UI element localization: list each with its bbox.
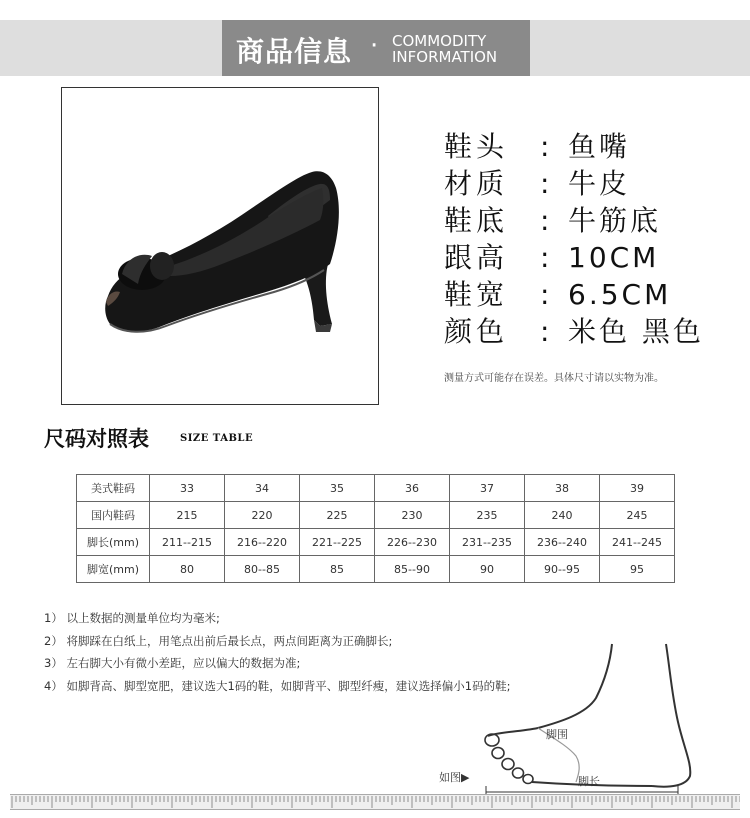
spec-colon: : xyxy=(540,315,550,348)
spec-label: 鞋底 xyxy=(444,204,509,237)
table-cell: 85--90 xyxy=(375,556,450,583)
table-cell: 240 xyxy=(525,502,600,529)
spec-row-width xyxy=(444,276,704,313)
size-table-title: 尺码对照表 xyxy=(44,426,149,451)
spec-value: 牛皮 xyxy=(568,167,631,200)
ruler-ticks xyxy=(10,796,740,810)
spec-value: 鱼嘴 xyxy=(568,130,631,163)
shoe-illustration xyxy=(62,88,378,404)
table-cell: 216--220 xyxy=(225,529,300,556)
table-cell: 221--225 xyxy=(300,529,375,556)
spec-value: 米色 黑色 xyxy=(568,315,704,348)
spec-row-material xyxy=(444,165,704,202)
spec-colon: : xyxy=(540,130,550,163)
header-title-cn: 商品信息 xyxy=(236,35,353,68)
spec-label: 材质 xyxy=(444,167,509,200)
spec-value: 10CM xyxy=(568,241,660,274)
table-cell: 34 xyxy=(225,475,300,502)
header-separator-dot: · xyxy=(370,31,379,61)
table-cell: 80 xyxy=(150,556,225,583)
product-photo xyxy=(61,87,379,405)
table-cell: 95 xyxy=(600,556,675,583)
table-cell: 80--85 xyxy=(225,556,300,583)
spec-colon: : xyxy=(540,204,550,237)
table-cell: 38 xyxy=(525,475,600,502)
ruler-strip xyxy=(10,794,740,810)
row-header: 脚宽(mm) xyxy=(77,556,150,583)
table-cell: 230 xyxy=(375,502,450,529)
table-cell: 211--215 xyxy=(150,529,225,556)
spec-list xyxy=(444,128,704,350)
table-cell: 225 xyxy=(300,502,375,529)
instruction-item: 3） 左右脚大小有微小差距，应以偏大的数据为准; xyxy=(44,656,301,670)
spec-colon: : xyxy=(540,241,550,274)
header-title-en xyxy=(392,33,497,65)
table-row xyxy=(77,529,675,556)
size-table xyxy=(76,474,675,583)
row-header: 脚长(mm) xyxy=(77,529,150,556)
measurement-note: 测量方式可能存在误差。具体尺寸请以实物为准。 xyxy=(444,373,664,384)
spec-label: 鞋宽 xyxy=(444,278,509,311)
instruction-item: 1） 以上数据的测量单位均为毫米; xyxy=(44,611,220,625)
spec-row-sole xyxy=(444,202,704,239)
instruction-item: 2） 将脚踩在白纸上，用笔点出前后最长点，两点间距离为正确脚长; xyxy=(44,633,393,648)
size-table-subtitle: SIZE TABLE xyxy=(180,433,254,444)
table-cell: 231--235 xyxy=(450,529,525,556)
table-cell: 39 xyxy=(600,475,675,502)
table-cell: 90--95 xyxy=(525,556,600,583)
spec-colon: : xyxy=(540,278,550,311)
spec-colon: : xyxy=(540,167,550,200)
spec-label: 跟高 xyxy=(444,241,509,274)
table-row xyxy=(77,556,675,583)
table-cell: 236--240 xyxy=(525,529,600,556)
spec-label: 鞋头 xyxy=(444,130,509,163)
table-cell: 36 xyxy=(375,475,450,502)
table-cell: 245 xyxy=(600,502,675,529)
table-cell: 226--230 xyxy=(375,529,450,556)
table-cell: 241--245 xyxy=(600,529,675,556)
table-cell: 90 xyxy=(450,556,525,583)
instruction-item: 4） 如脚背高、脚型宽肥，建议选大1码的鞋，如脚背平、脚型纤瘦，建议选择偏小1码的鞋; xyxy=(44,678,511,693)
table-cell: 85 xyxy=(300,556,375,583)
table-cell: 235 xyxy=(450,502,525,529)
spec-row-heel-height xyxy=(444,239,704,276)
girth-label: 脚围 xyxy=(546,728,568,741)
table-cell: 220 xyxy=(225,502,300,529)
table-row xyxy=(77,475,675,502)
length-label: 脚长 xyxy=(578,775,600,788)
header-title-en-line2: INFORMATION xyxy=(392,48,498,66)
table-row xyxy=(77,502,675,529)
row-header: 国内鞋码 xyxy=(77,502,150,529)
example-label: 如图▶ xyxy=(439,771,470,784)
table-cell: 215 xyxy=(150,502,225,529)
row-header: 美式鞋码 xyxy=(77,475,150,502)
table-cell: 35 xyxy=(300,475,375,502)
table-cell: 33 xyxy=(150,475,225,502)
spec-value: 牛筋底 xyxy=(568,204,662,237)
spec-value: 6.5CM xyxy=(568,278,672,311)
spec-label: 颜色 xyxy=(444,315,509,348)
header-title-en-line1: COMMODITY xyxy=(392,32,487,50)
spec-row-toe xyxy=(444,128,704,165)
table-cell: 37 xyxy=(450,475,525,502)
spec-row-color xyxy=(444,313,704,350)
